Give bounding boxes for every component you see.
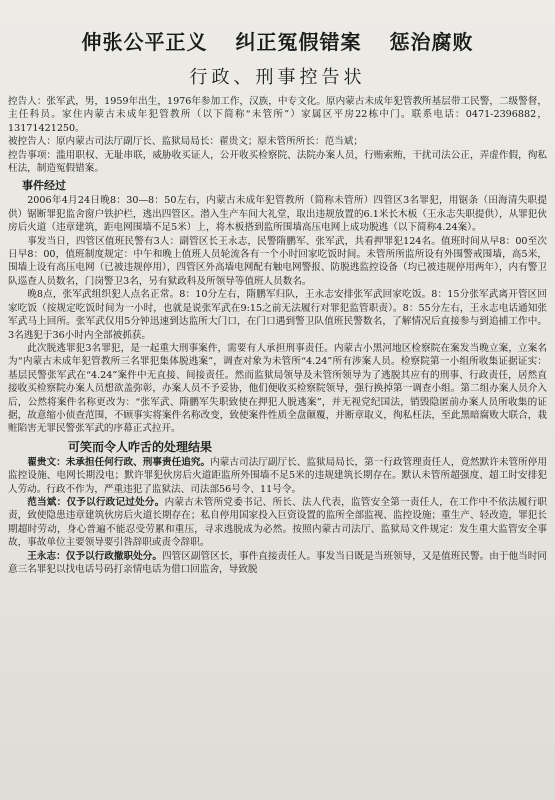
document-title: 行政、刑事控告状 — [189, 67, 366, 88]
result-name: 翟贵文： — [27, 456, 66, 468]
result-paragraph-wang — [8, 550, 547, 577]
accuser-paragraph: 控告人：张军武，男，1959年出生，1976年参加工作，汉族，中专文化。原内蒙古未成年犯管教所基层带工民警，二级警督，主任科员。家住内蒙古未成年犯管教所（以下简称“未管所”）家属区平房22栋中门。联系电话：0471-2396882，13171421250。 — [8, 96, 547, 134]
events-paragraph-1: 2006年4月24日晚8：30—8：50左右，内蒙古未成年犯管教所（简称未管所）四管区3名罪犯，用锯条（田海清失职提供）锯断罪犯监舍窗户铁护栏，逃出四管区。潜入生产车间大礼堂，取出违规放置的6.1米长木板（王永志失职提供），从罪犯伙房后火道（违章建筑，距电网围墙不足5米）上，将木板搭到监所围墙高压电网上成功脱逃（以下简称4.24案）。 — [8, 195, 547, 234]
result-text: 内蒙古未管所党委书记、所长、法人代表，监管安全第一责任人，在工作中不依法履行职责，致使隐患违章建筑伙房后火道长期存在；私自停用国家投入巨资设置的监所全部监视、监控设施；重生产、轻改造，罪犯长期超时劳动，身心普遍不能忍受劳累和重压，寻求逃脱成为必然。按照内蒙古司法厅、监狱局文件规定：发生重大监管安全事故，事故单位主要领导要引咎辞职或责令辞职。 — [8, 496, 548, 549]
headline-part-3: 惩治腐败 — [389, 30, 474, 54]
accused-paragraph: 被控告人：原内蒙古司法厅副厅长、监狱局局长：翟贵文；原未管所所长：范当斌； — [8, 136, 363, 148]
result-verdict: 仅予以行政撤职处分。 — [65, 550, 162, 562]
charges-paragraph: 控告事项：滥用职权、无耻串联，威胁收买证人，公开收买检察院、法院办案人员，行贿索贿，干扰司法公正，弄虚作假，徇私枉法，制造冤假错案。 — [8, 149, 547, 175]
events-paragraph-3: 晚8点，张军武组织犯人点名正常。8：10分左右，隋鹏军归队，王永志安排张军武回家吃饭。8：15分张军武离开管区回家吃饭（按规定吃饭时间为一小时，也就是说张军武在9:15之前无法履行对罪犯监管职责）。8：55分左右，王永志电话通知张军武马上回所。张军武仅用5分钟迅速到达监所大门口，在门口遇到警卫队值班民警数名，了解情况后直接参与到追捕工作中。3名逃犯于36小时内全部被抓获。 — [8, 289, 547, 341]
headline-part-2: 纠正冤假错案 — [235, 30, 362, 54]
section-heading-results: 可笑而令人咋舌的处理结果 — [68, 439, 213, 454]
events-paragraph-4: 此次脱逃罪犯3名罪犯，是一起重大刑事案件，需要有人承担刑事责任。内蒙古小黑河地区检察院在案发当晚立案，立案名为“内蒙古未成年犯管教所三名罪犯集体脱逃案”，调查对象为未管所“4.24”所有涉案人员。检察院第一小组所收集证据证实：基层民警张军武在“4.24”案件中无直接、间接责任。然而监狱局领导及未管所领导为了逃脱其应有的刑事、行政责任，居然直接收买检察院办案人员想欲盖弥彰，办案人员不予妥协，他们便收买检察院领导，强行换掉第一调查小组。第二组办案人员介入后，公然将案件名称更改为：“张军武、隋鹏军失职致使在押犯人脱逃案”，并无视党纪国法，销毁隐匿前办案人员所收集的证据，故意缩小侦查范围，不顾事实将案件名称改变，致使案件性质全盘颠覆，并断章取义，徇私枉法，至此黑暗腐败大联合，栽赃陷害无罪民警张军武的序幕正式拉开。 — [8, 342, 547, 435]
section-heading-events: 事件经过 — [22, 179, 66, 193]
result-paragraph-fan — [8, 496, 547, 550]
result-text: 四管区副管区长，事件直接责任人。事发当日既是当班领导，又是值班民警。由于他当时同意三名罪犯以找电话号码打亲情电话为借口回监舍，导致脱 — [8, 550, 548, 575]
headline — [8, 26, 547, 55]
result-text: 内蒙古司法厅副厅长、监狱局局长，第一行政管理责任人，竟然默许未管所停用监控设施、电网长期没电；默许罪犯伙房后火道距监所外围墙不足5米的违规建筑长期存在。默认未管所超强度、超工时安排犯人劳动。行政不作为，严重违犯了监狱法、司法部56号令、11号令。 — [8, 456, 548, 495]
result-name: 范当斌： — [27, 496, 67, 508]
events-paragraph-2: 事发当日，四管区值班民警有3人：副管区长王永志，民警隋鹏军、张军武，共看押罪犯124名。值班时间从早8：00至次日早8：00，值班制度规定：中午和晚上值班人员轮流各有一个小时回家吃饭时间。未管所所监所设有外围警戒围墙，高5米，围墙上设有高压电网（已被违规停用），四管区外高墙电网配有触电网警报、防脱逃监控设备（均已被违规停用两年），内有警卫队巡查人员数名，门岗警卫3名，另有狱政科及所领导等值班人员数名。 — [8, 235, 547, 287]
result-verdict: 未承担任何行政、刑事责任追究。 — [65, 456, 211, 468]
result-paragraph-zhai — [8, 456, 547, 496]
headline-part-1: 伸张公平正义 — [81, 30, 208, 54]
result-name: 王永志： — [27, 550, 66, 562]
result-verdict: 仅予以行政记过处分。 — [66, 496, 165, 508]
